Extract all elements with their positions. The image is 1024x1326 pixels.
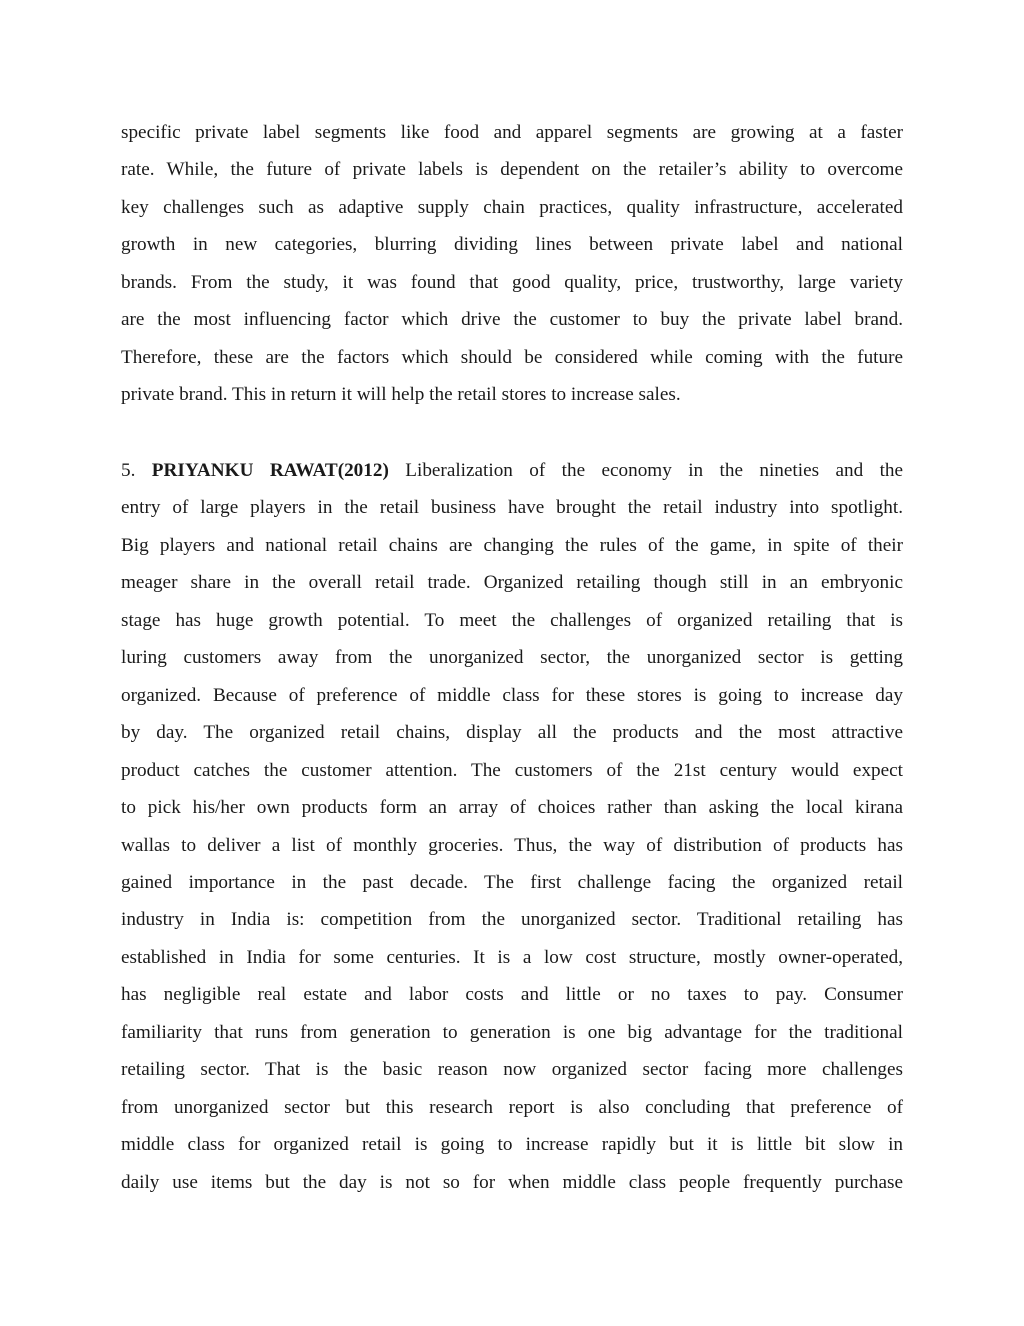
text-line: wallas to deliver a list of monthly groceries. Thus, the way of distribution of products has <box>121 834 903 856</box>
text-line: by day. The organized retail chains, display all the products and the most attractive <box>121 722 903 744</box>
text-line: middle class for organized retail is going to increase rapidly but it is little bit slow in <box>121 1134 903 1156</box>
text-line: growth in new categories, blurring dividing lines between private label and national <box>121 234 903 256</box>
text-line: Big players and national retail chains are changing the rules of the game, in spite of their <box>121 534 903 556</box>
text-line: brands. From the study, it was found that good quality, price, trustworthy, large variety <box>121 271 903 293</box>
text-line: stage has huge growth potential. To meet the challenges of organized retailing that is <box>121 609 903 631</box>
text-line: product catches the customer attention. The customers of the 21st century would expect <box>121 759 903 781</box>
text-line: entry of large players in the retail business have brought the retail industry into spotlight. <box>121 497 903 519</box>
text-line: meager share in the overall retail trade. Organized retailing though still in an embryonic <box>121 572 903 594</box>
author-citation: PRIYANKU RAWAT(2012) <box>151 460 389 481</box>
text-line: established in India for some centuries. It is a low cost structure, mostly owner-operated, <box>121 946 903 968</box>
text-line: rate. While, the future of private labels is dependent on the retailer’s ability to overcome <box>121 159 903 181</box>
text-line: organized. Because of preference of middle class for these stores is going to increase day <box>121 684 903 706</box>
text-line: to pick his/her own products form an array of choices rather than asking the local kirana <box>121 797 903 819</box>
text-line: key challenges such as adaptive supply chain practices, quality infrastructure, accelerated <box>121 196 903 218</box>
text-line: specific private label segments like food and apparel segments are growing at a faster <box>121 122 903 143</box>
text-line: has negligible real estate and labor costs and little or no taxes to pay. Consumer <box>121 984 903 1006</box>
text-line: luring customers away from the unorganized sector, the unorganized sector is getting <box>121 647 903 669</box>
text-line: industry in India is: competition from the unorganized sector. Traditional retailing has <box>121 909 903 931</box>
text-line: from unorganized sector but this research report is also concluding that preference of <box>121 1096 903 1118</box>
item-number: 5. <box>121 460 136 481</box>
paragraph-private-labels <box>121 114 903 414</box>
text-line: Therefore, these are the factors which should be considered while coming with the future <box>121 346 903 368</box>
text-line: gained importance in the past decade. The first challenge facing the organized retail <box>121 871 903 893</box>
text-line: retailing sector. That is the basic reason now organized sector facing more challenges <box>121 1059 903 1081</box>
text-line: daily use items but the day is not so for when middle class people frequently purchase <box>121 1171 903 1193</box>
text-line: private brand. This in return it will help the retail stores to increase sales. <box>121 384 681 406</box>
first-line-text: Liberalization of the economy in the nineties and the <box>405 460 904 481</box>
text-line: familiarity that runs from generation to generation is one big advantage for the traditional <box>121 1021 903 1043</box>
text-line: are the most influencing factor which drive the customer to buy the private label brand. <box>121 309 903 331</box>
paragraph-first-line <box>121 452 903 489</box>
paragraph-rawat-2012 <box>121 452 903 1201</box>
